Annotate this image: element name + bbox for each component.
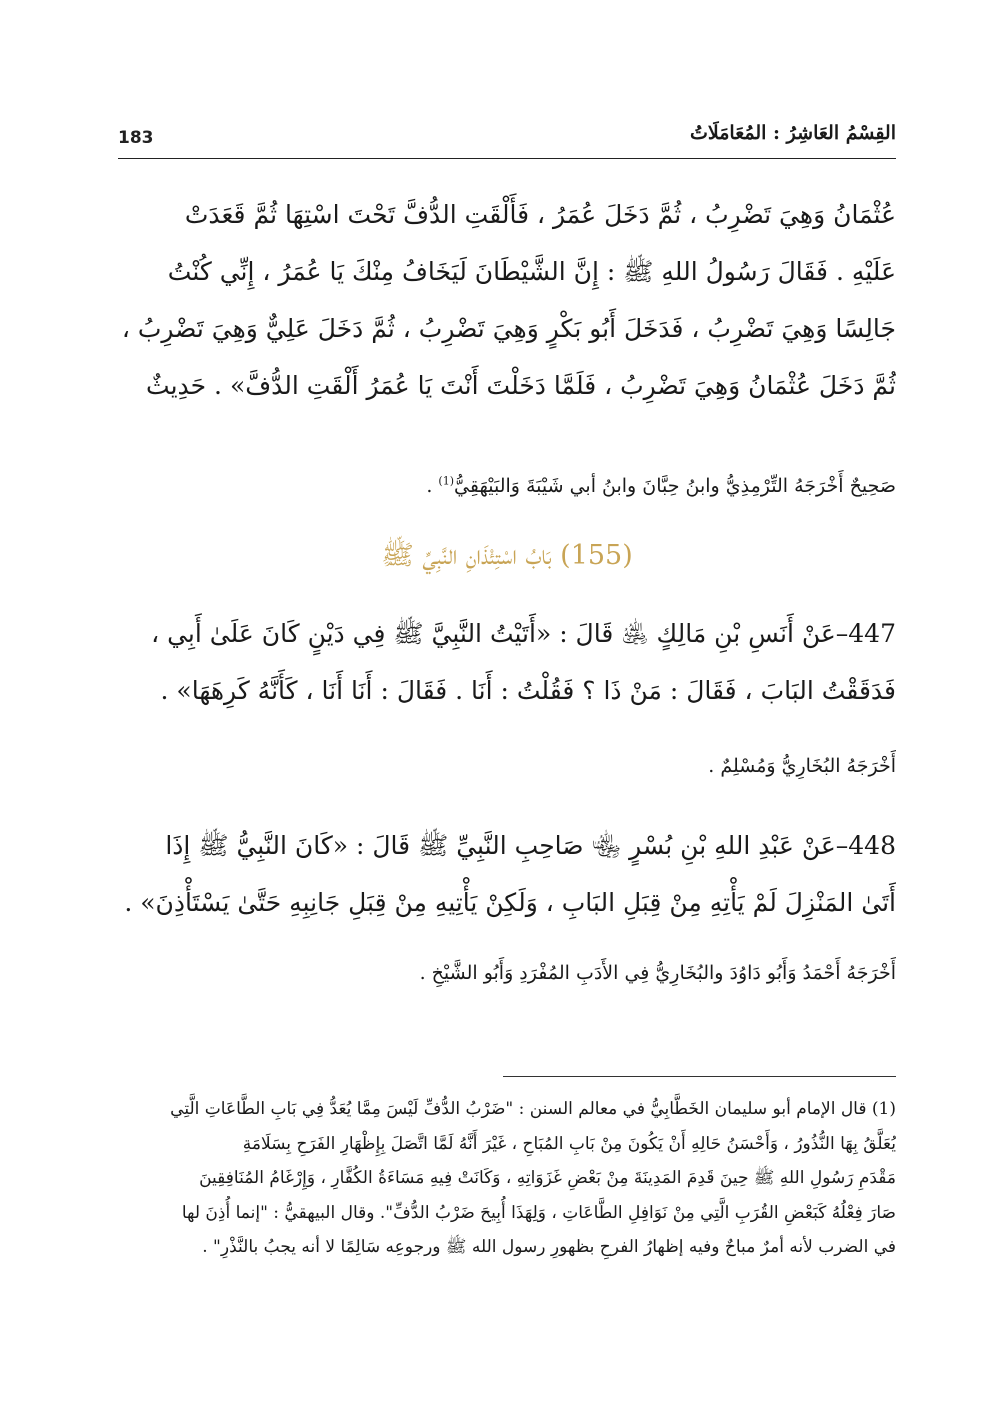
text-line: أَتَىٰ المَنْزِلَ لَمْ يَأْتِهِ مِنْ قِبَلِ البَابِ ، وَلَكِنْ يَأْتِيهِ مِنْ قِبَلِ جَانِبِهِ حَتَّىٰ يَسْتَأْذِنَ» . bbox=[124, 888, 896, 917]
chapter-title: (155) بَابُ اسْتِئْذَانِ النَّبِيِّ ﷺ bbox=[381, 540, 633, 571]
source-text: أَخْرَجَهُ البُخَارِيُّ وَمُسْلِمٌ . bbox=[708, 755, 896, 777]
hadith-447 bbox=[118, 605, 896, 719]
footnote-line: مَقْدَمِ رَسُولِ اللهِ ﷺ حِينَ قَدِمَ المَدِينَةَ مِنْ بَعْضِ غَزَوَاتِهِ ، وَكَانَتْ فِيهِ مَسَاءَةُ الكُفَّارِ ، وَإِرْغَامُ المُنَافِقِينَ bbox=[199, 1168, 896, 1188]
text-line: جَالِسًا وَهِيَ تَضْرِبُ ، فَدَخَلَ أَبُو بَكْرٍ وَهِيَ تَضْرِبُ ، ثُمَّ دَخَلَ عَلِيٌّ وَهِيَ تَضْرِبُ ، bbox=[121, 314, 896, 343]
footnote bbox=[118, 1092, 896, 1265]
hadith-448 bbox=[118, 817, 896, 931]
text-line: 448–عَنْ عَبْدِ اللهِ بْنِ بُسْرٍ ﵄ صَاحِبِ النَّبِيِّ ﷺ قَالَ : «كَانَ النَّبِيُّ ﷺ إِذَا bbox=[165, 831, 896, 860]
footnote-line: يُعَلَّقُ بِهَا النُّذُورُ ، وَأَحْسَنُ حَالِهِ أَنْ يَكُونَ مِنْ بَابِ المُبَاحِ ، غَيْرَ أَنَّهُ لَمَّا اتَّصَلَ بِإِظْهَارِ الفَرَحِ بِسَلَامَةِ bbox=[242, 1133, 896, 1154]
source-end: . bbox=[426, 475, 439, 497]
hadith-448-source bbox=[118, 953, 896, 994]
text-line: فَدَقَقْتُ البَابَ ، فَقَالَ : مَنْ ذَا ؟ فَقُلْتُ : أَنَا . فَقَالَ : أَنَا أَنَا ، كَأَنَّهُ كَرِهَهَا» . bbox=[160, 676, 896, 705]
text-line: عُثْمَانُ وَهِيَ تَضْرِبُ ، ثُمَّ دَخَلَ عُمَرُ ، فَأَلْقَتِ الدُّفَّ تَحْتَ اسْتِهَا ثُمَّ قَعَدَتْ bbox=[184, 200, 896, 229]
source-text: صَحِيحٌ أَخْرَجَهُ التِّرْمِذِيُّ وابنُ حِبَّانَ وابنُ أبي شَيْبَةَ وَالبَيْهَقِيُّ bbox=[454, 475, 896, 497]
footnote-line: صَارَ فِعْلُهُ كَبَعْضِ القُرَبِ الَّتِي مِنْ نَوَافِلِ الطَّاعَاتِ ، وَلِهَذَا أُبِيحَ ضَرْبُ الدُّفِّ". وقال البيهقيُّ : "إنما أُذِنَ لها bbox=[181, 1202, 896, 1223]
footnote-line: في الضرب لأنه أمرٌ مباحٌ وفيه إظهارُ الفرحِ بظهورِ رسول الله ﷺ ورجوعِه سَالِمًا لا أنه يجبُ بالنَّذْرِ" . bbox=[202, 1237, 896, 1257]
paragraph-hadith-continuation bbox=[118, 186, 896, 414]
text-line: 447–عَنْ أَنَسِ بْنِ مَالِكٍ ﵁ قَالَ : «أَتَيْتُ النَّبِيَّ ﷺ فِي دَيْنٍ كَانَ عَلَىٰ أَبِي ، bbox=[151, 619, 896, 648]
running-title: القِسْمُ العَاشِرُ : المُعَامَلَاتُ bbox=[690, 122, 896, 144]
page-number: 183 bbox=[118, 128, 154, 148]
footnote-line: (1) قال الإمام أبو سليمان الخَطَّابِيُّ في معالم السنن : "ضَرْبُ الدُّفِّ لَيْسَ مِمَّا يُعَدُّ فِي بَابِ الطَّاعَاتِ الَّتِي bbox=[170, 1099, 896, 1119]
hadith-447-source bbox=[118, 746, 896, 787]
text-line: ثُمَّ دَخَلَ عُثْمَانُ وَهِيَ تَضْرِبُ ، فَلَمَّا دَخَلْتَ أَنْتَ يَا عُمَرُ أَلْقَتِ الدُّفَّ» . حَدِيثٌ bbox=[146, 371, 896, 400]
hadith-source-line bbox=[118, 466, 896, 507]
page-header bbox=[118, 118, 896, 159]
footnote-divider bbox=[503, 1076, 896, 1077]
footnote-marker[interactable]: (1) bbox=[438, 474, 455, 488]
text-line: عَلَيْهِ . فَقَالَ رَسُولُ اللهِ ﷺ : إِنَّ الشَّيْطَانَ لَيَخَافُ مِنْكَ يَا عُمَرُ ، إِنِّي كُنْتُ bbox=[167, 257, 896, 286]
source-text: أَخْرَجَهُ أَحْمَدُ وَأَبُو دَاوُدَ والبُخَارِيُّ فِي الأَدَبِ المُفْرَدِ وَأَبُو الشَّيْخِ . bbox=[419, 962, 896, 984]
